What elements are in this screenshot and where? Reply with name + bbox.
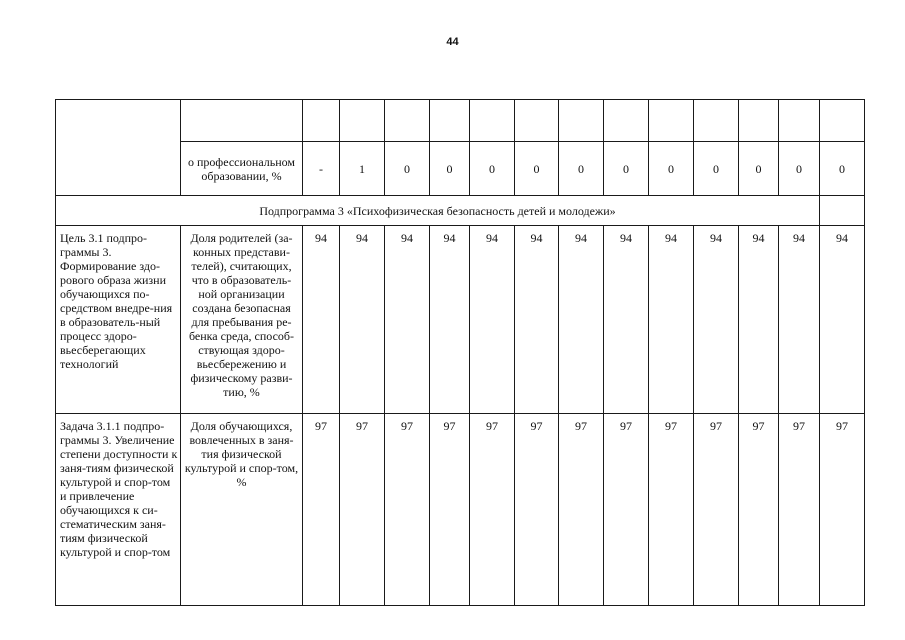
value-cell: 97 <box>470 414 515 606</box>
value-cell: 0 <box>559 142 604 196</box>
empty-cell <box>385 100 430 142</box>
empty-cell <box>820 100 865 142</box>
value-cell: 94 <box>470 226 515 414</box>
value-cell: 97 <box>340 414 385 606</box>
value-cell: 97 <box>303 414 340 606</box>
value-cell: 0 <box>385 142 430 196</box>
header-empty-row <box>56 100 865 142</box>
value-cell: 94 <box>559 226 604 414</box>
value-cell: 0 <box>694 142 739 196</box>
empty-cell <box>649 100 694 142</box>
empty-cell <box>56 100 181 196</box>
task-cell: Задача 3.1.1 подпро-граммы 3. Увеличение степени доступности к заня-тиям физической культурой и спор-том и привлечение обучающихся к си-стематическим заня-тиям физической культурой и спор-том <box>56 414 181 606</box>
value-cell: 94 <box>820 226 865 414</box>
empty-cell <box>779 100 820 142</box>
value-cell: 97 <box>739 414 779 606</box>
value-cell: 97 <box>559 414 604 606</box>
value-cell: 94 <box>515 226 559 414</box>
value-cell: 0 <box>430 142 470 196</box>
value-cell: 0 <box>649 142 694 196</box>
value-cell: 0 <box>515 142 559 196</box>
value-cell: 97 <box>779 414 820 606</box>
value-cell: 0 <box>739 142 779 196</box>
indicator-cell: Доля обучающихся, вовлеченных в заня-тия физической культурой и спор-том, % <box>181 414 303 606</box>
goal-cell: Цель 3.1 подпро-граммы 3. Формирование здо-рового образа жизни обучающихся по-средством внедре-ния в образователь-ный процесс здоро-вьесберегающих технологий <box>56 226 181 414</box>
value-cell: 0 <box>604 142 649 196</box>
empty-cell <box>820 196 865 226</box>
value-cell: 94 <box>604 226 649 414</box>
empty-cell <box>515 100 559 142</box>
value-cell: 94 <box>649 226 694 414</box>
empty-cell <box>303 100 340 142</box>
value-cell: 94 <box>340 226 385 414</box>
indicator-cell: о профессиональном образовании, % <box>181 142 303 196</box>
value-cell: 0 <box>779 142 820 196</box>
value-cell: 97 <box>430 414 470 606</box>
value-cell: 94 <box>303 226 340 414</box>
subprogram-title: Подпрограмма 3 «Психофизическая безопасность детей и молодежи» <box>56 196 820 226</box>
empty-cell <box>340 100 385 142</box>
value-cell: - <box>303 142 340 196</box>
indicators-table <box>55 99 865 606</box>
value-cell: 97 <box>515 414 559 606</box>
table-row <box>56 414 865 606</box>
value-cell: 97 <box>385 414 430 606</box>
empty-cell <box>739 100 779 142</box>
subprogram-row <box>56 196 865 226</box>
value-cell: 97 <box>649 414 694 606</box>
empty-cell <box>604 100 649 142</box>
value-cell: 97 <box>694 414 739 606</box>
empty-cell <box>181 100 303 142</box>
page-number: 44 <box>446 36 459 48</box>
empty-cell <box>559 100 604 142</box>
value-cell: 0 <box>470 142 515 196</box>
value-cell: 94 <box>385 226 430 414</box>
value-cell: 94 <box>779 226 820 414</box>
empty-cell <box>694 100 739 142</box>
value-cell: 94 <box>430 226 470 414</box>
table-row <box>56 226 865 414</box>
value-cell: 97 <box>820 414 865 606</box>
value-cell: 97 <box>604 414 649 606</box>
empty-cell <box>470 100 515 142</box>
value-cell: 94 <box>694 226 739 414</box>
value-cell: 0 <box>820 142 865 196</box>
indicator-cell: Доля родителей (за-конных представи-телей), считающих, что в образователь-ной организации создана безопасная для пребывания ре-бенка среда, способ-ствующая здоро-вьесбережению и физическому разви-тию, % <box>181 226 303 414</box>
value-cell: 94 <box>739 226 779 414</box>
value-cell: 1 <box>340 142 385 196</box>
empty-cell <box>430 100 470 142</box>
